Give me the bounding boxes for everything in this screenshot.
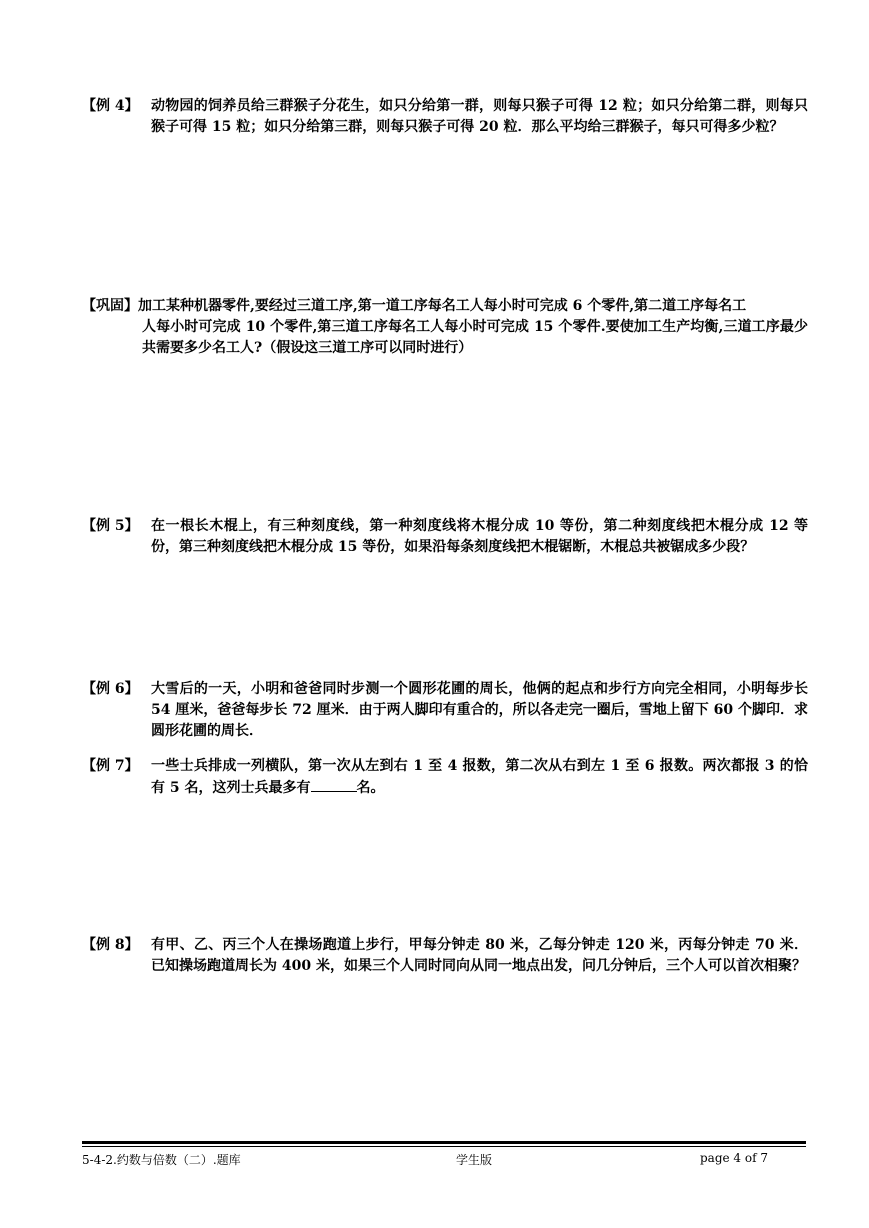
footer-page-number: page 4 of 7 xyxy=(700,1151,768,1165)
problem-consolidate xyxy=(82,296,808,359)
problem-label: 【例 4】 xyxy=(82,98,139,114)
problem-text: 有甲、乙、丙三个人在操场跑道上步行，甲每分钟走 80 米，乙每分钟走 120 米，丙每分钟走 70 米．已知操场跑道周长为 400 米，如果三个人同时同向从同一地点出发，问几分钟后，三个人可以首次相聚？ xyxy=(151,937,808,974)
problem-label: 【例 7】 xyxy=(82,758,139,774)
footer-edition: 学生版 xyxy=(456,1153,493,1167)
problem-label: 【例 5】 xyxy=(82,518,139,534)
problem-label: 【例 8】 xyxy=(82,937,139,953)
problem-text: 动物园的饲养员给三群猴子分花生，如只分给第一群，则每只猴子可得 12 粒；如只分给第二群，则每只猴子可得 15 粒；如只分给第三群，则每只猴子可得 20 粒．那么平均给三群猴子，每只可得多少粒？ xyxy=(151,98,808,135)
problem-text-before-blank: 一些士兵排成一列横队，第一次从左到右 1 至 4 报数，第二次从右到左 1 至 6 报数。两次都报 3 的恰有 5 名，这列士兵最多有 xyxy=(151,758,808,796)
answer-blank[interactable] xyxy=(311,777,357,792)
problem-text: 在一根长木棍上，有三种刻度线，第一种刻度线将木棍分成 10 等份，第二种刻度线把木棍分成 12 等份，第三种刻度线把木棍分成 15 等份，如果沿每条刻度线把木棍锯断，木棍总共被锯成多少段？ xyxy=(151,518,808,555)
footer-rule-thick xyxy=(82,1141,806,1144)
problem-example-6 xyxy=(82,679,808,742)
problem-text xyxy=(151,756,808,799)
problem-text-block xyxy=(82,296,808,359)
problem-example-7 xyxy=(82,756,808,799)
problem-text-after-blank: 名。 xyxy=(356,780,385,796)
problem-example-8 xyxy=(82,935,808,977)
problem-text: 大雪后的一天，小明和爸爸同时步测一个圆形花圃的周长，他俩的起点和步行方向完全相同，小明每步长 54 厘米，爸爸每步长 72 厘米．由于两人脚印有重合的，所以各走完一圈后，雪地上留下 60 个脚印．求圆形花圃的周长． xyxy=(151,681,808,739)
problem-label: 【例 6】 xyxy=(82,681,139,697)
problem-example-5 xyxy=(82,516,808,558)
footer-document-title: 5-4-2.约数与倍数（二）.题库 xyxy=(82,1153,241,1167)
problem-example-4 xyxy=(82,96,808,138)
footer-rule-thin xyxy=(82,1146,806,1147)
problem-text-first-line: 加工某种机器零件,要经过三道工序,第一道工序每名工人每小时可完成 6 个零件,第二道工序每名工 xyxy=(138,298,747,314)
problem-label: 【巩固】 xyxy=(82,298,138,314)
problem-text-continuation: 人每小时可完成 10 个零件,第三道工序每名工人每小时可完成 15 个零件.要使加工生产均衡,三道工序最少共需要多少名工人?（假设这三道工序可以同时进行） xyxy=(142,319,808,356)
